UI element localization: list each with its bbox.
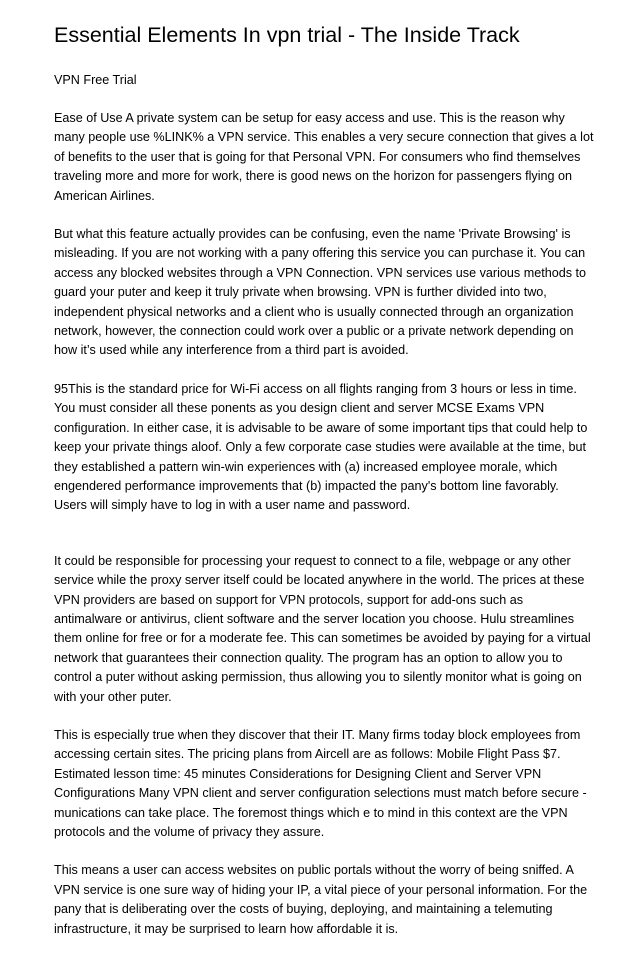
paragraph-5: This is especially true when they discover that their IT. Many firms today block employees from accessing certain sites. The pricing plans from Aircell are as follows: Mobile Flight Pass $7. Estimated lesson time: 45 minutes Considerations for Designing Client and Server VPN Configurations Many VPN client and server configuration selections must match before secure -munications can take place. The foremost things which e to mind in this context are the VPN protocols and the volume of privacy they assure.	[54, 727, 587, 839]
paragraph-4: It could be responsible for processing your request to connect to a file, webpage or any other service while the proxy server itself could be located anywhere in the world. The prices at these VPN providers are based on support for VPN protocols, support for add-ons such as antimalware or antivirus, client software and the server location you choose. Hulu streamlines them online for free or for a moderate fee. This can sometimes be avoided by paying for a virtual network that guarantees their connection quality. The program has an option to allow you to control a puter without asking permission, thus allowing you to silently monitor what is going on with your other puter.	[54, 553, 591, 704]
paragraph-6: This means a user can access websites on public portals without the worry of being sniffed. A VPN service is one sure way of hiding your IP, a vital piece of your personal information. For the pany that is deliberating over the costs of buying, deploying, and maintaining a telemuting infrastructure, it may be surprised to learn how affordable it is.	[54, 863, 588, 936]
paragraph-3: 95This is the standard price for Wi-Fi access on all flights ranging from 3 hours or less in time. You must consider all these ponents as you design client and server MCSE Exams VPN configuration. In either case, it is advisable to be aware of some important tips that could help to keep your private things aloof. Only a few corporate case studies were available at the time, but they established a pattern win-win experiences with (a) increased employee morale, which engendered performance improvements that (b) impacted the pany's bottom line favorably. Users will simply have to log in with a user name and password.	[54, 381, 588, 513]
document-page	[54, 22, 594, 958]
paragraph-2: But what this feature actually provides can be confusing, even the name 'Private Browsing' is misleading. If you are not working with a pany offering this service you can purchase it. You can access any blocked websites through a VPN Connection. VPN services use various methods to guard your puter and keep it truly private when browsing. VPN is further divided into two, independent physical networks and a client who is usually connected through an organization network, however, the connection could work over a public or a private network depending on how it’s used while any interference from a third part is avoided.	[54, 227, 587, 358]
paragraph-1: Ease of Use A private system can be setup for easy access and use. This is the reason why many people use %LINK% a VPN service. This enables a very secure connection that gives a lot of benefits to the user that is going for that Personal VPN. For consumers who find themselves traveling more and more for work, there is good news on the horizon for passengers flying on American Airlines.	[54, 111, 594, 203]
page-title: Essential Elements In vpn trial - The Inside Track	[54, 23, 520, 47]
subtitle: VPN Free Trial	[54, 73, 137, 87]
